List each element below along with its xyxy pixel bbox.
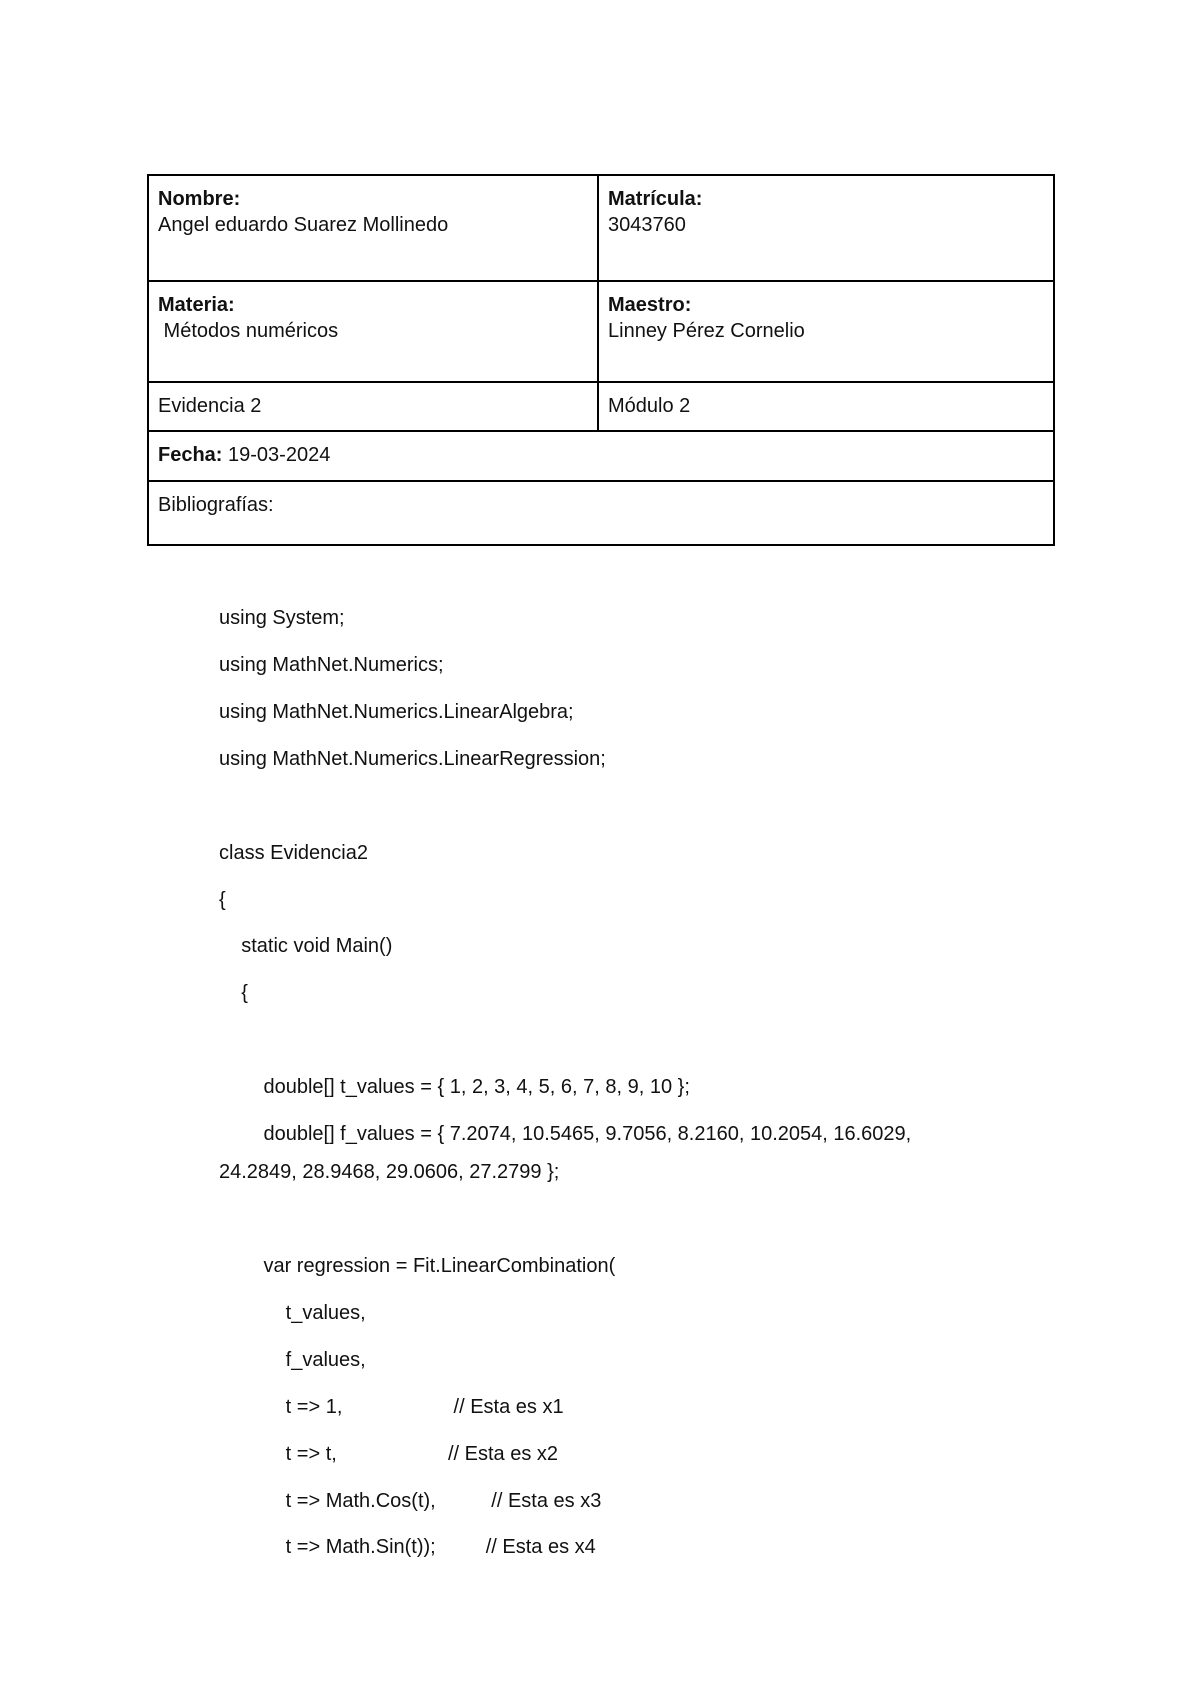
code-line: static void Main() — [219, 935, 393, 957]
code-line: t => t, // Esta es x2 — [219, 1443, 559, 1465]
materia-label: Materia: — [158, 294, 235, 316]
nombre-cell — [148, 175, 598, 281]
matricula-cell — [598, 175, 1054, 281]
matricula-label: Matrícula: — [608, 188, 703, 210]
code-line: t => Math.Cos(t), // Esta es x3 — [219, 1490, 602, 1512]
nombre-label: Nombre: — [158, 188, 241, 210]
matricula-value: 3043760 — [608, 214, 686, 236]
materia-cell — [148, 281, 598, 382]
nombre-value: Angel eduardo Suarez Mollinedo — [158, 214, 449, 236]
header-info-table — [147, 174, 1055, 546]
code-line: using System; — [219, 607, 345, 629]
fecha-cell — [148, 431, 1054, 481]
code-line: using MathNet.Numerics.LinearAlgebra; — [219, 701, 574, 723]
fecha-value: 19-03-2024 — [222, 444, 331, 466]
code-line: t_values, — [219, 1302, 366, 1324]
maestro-cell — [598, 281, 1054, 382]
code-line: double[] t_values = { 1, 2, 3, 4, 5, 6, 7, 8, 9, 10 }; — [219, 1076, 690, 1098]
code-line: { — [219, 889, 226, 911]
code-line: using MathNet.Numerics; — [219, 654, 444, 676]
maestro-label: Maestro: — [608, 294, 692, 316]
modulo-text: Módulo 2 — [608, 395, 691, 417]
code-line: f_values, — [219, 1349, 366, 1371]
evidencia-text: Evidencia 2 — [158, 395, 262, 417]
code-line: class Evidencia2 — [219, 842, 368, 864]
code-line: t => 1, // Esta es x1 — [219, 1396, 564, 1418]
code-line: t => Math.Sin(t)); // Esta es x4 — [219, 1536, 596, 1558]
evidencia-cell — [148, 382, 598, 431]
code-line: { — [219, 982, 248, 1004]
bibliografias-label: Bibliografías: — [158, 494, 274, 516]
code-line: double[] f_values = { 7.2074, 10.5465, 9.7056, 8.2160, 10.2054, 16.6029, — [219, 1123, 912, 1145]
code-line: using MathNet.Numerics.LinearRegression; — [219, 748, 606, 770]
code-line: 24.2849, 28.9468, 29.0606, 27.2799 }; — [219, 1161, 560, 1183]
fecha-label: Fecha: — [158, 444, 223, 466]
bibliografias-cell — [148, 481, 1054, 545]
materia-value: Métodos numéricos — [158, 320, 339, 342]
code-line: var regression = Fit.LinearCombination( — [219, 1255, 616, 1277]
modulo-cell — [598, 382, 1054, 431]
maestro-value: Linney Pérez Cornelio — [608, 320, 805, 342]
